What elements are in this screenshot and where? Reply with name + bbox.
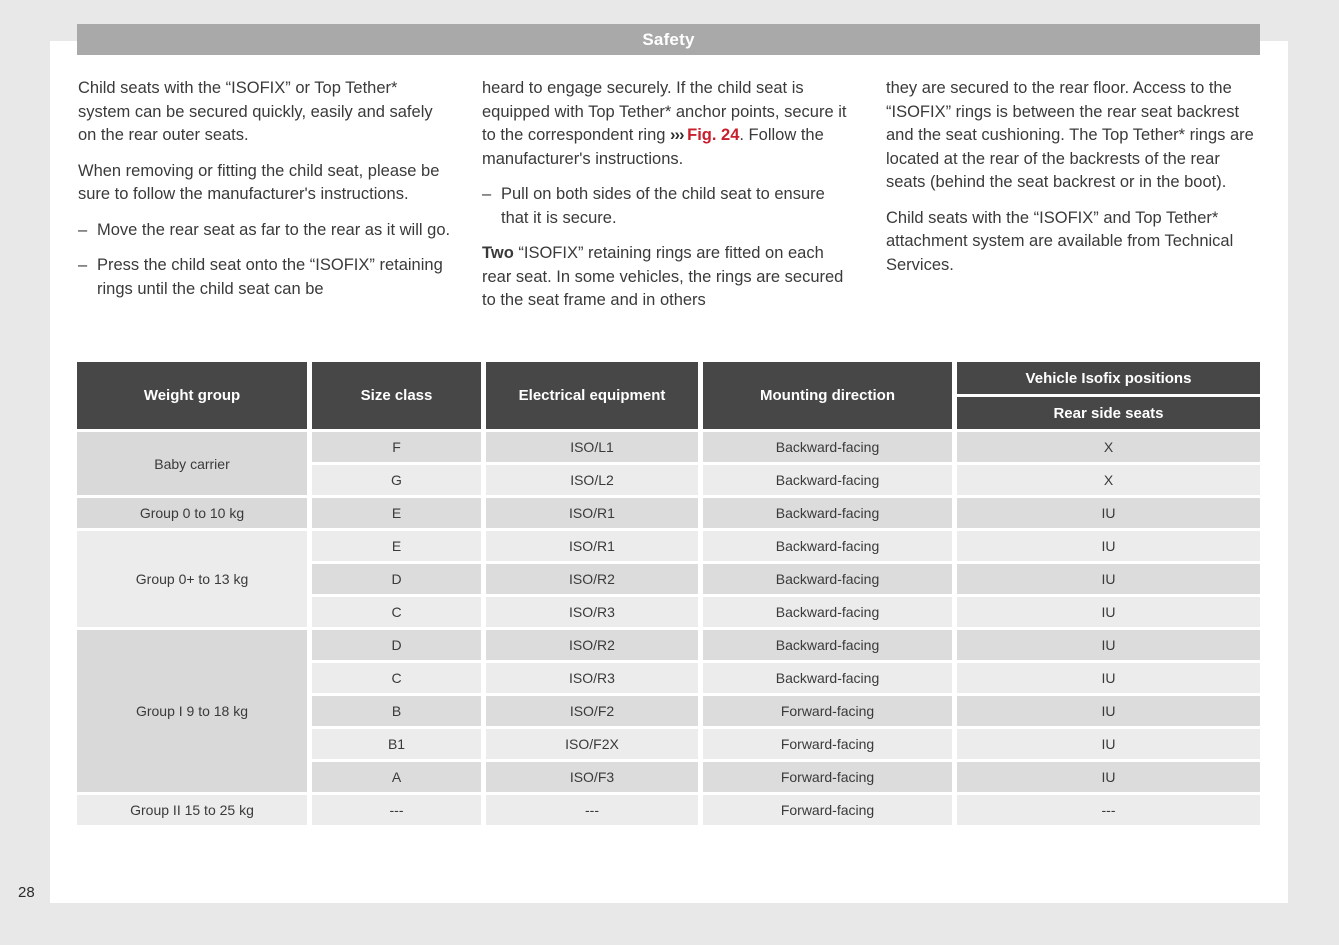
direction-cell: Backward-facing <box>703 498 957 531</box>
size-class-cell: C <box>312 597 486 630</box>
column-header-electrical-equipment: Electrical equipment <box>486 362 703 432</box>
paragraph-text: . Follow the manufacturer's instructions. <box>482 126 824 168</box>
size-class-cell: B1 <box>312 729 486 762</box>
table-row <box>77 795 1260 828</box>
paragraph: When removing or fitting the child seat, please be sure to follow the manufacturer's instructions. <box>78 161 440 203</box>
size-class-cell: --- <box>312 795 486 828</box>
direction-cell: Backward-facing <box>703 663 957 696</box>
paragraph: Child seats with the “ISOFIX” and Top Tether* attachment system are available from Technical Services. <box>886 208 1234 274</box>
equipment-cell: ISO/L1 <box>486 432 703 465</box>
direction-cell: Backward-facing <box>703 432 957 465</box>
equipment-cell: ISO/R2 <box>486 564 703 597</box>
instruction-text: Move the rear seat as far to the rear as it will go. <box>97 220 451 239</box>
position-cell: IU <box>957 762 1260 795</box>
equipment-cell: ISO/R2 <box>486 630 703 663</box>
direction-cell: Backward-facing <box>703 531 957 564</box>
table-row <box>77 432 1260 465</box>
position-cell: IU <box>957 630 1260 663</box>
paragraph-text: heard to engage securely. If the child seat is equipped with Top Tether* anchor points, secure it to the correspondent ring <box>482 79 847 144</box>
paragraph: they are secured to the rear floor. Access to the “ISOFIX” rings is between the rear seat backrest and the seat cushioning. The Top Tether* rings are located at the rear of the backrests of the rear seats (behind the seat backrest or in the boot). <box>886 79 1254 191</box>
dash-marker: – <box>78 256 88 274</box>
size-class-cell: E <box>312 531 486 564</box>
weight-group-cell: Group II 15 to 25 kg <box>77 795 312 828</box>
size-class-cell: G <box>312 465 486 498</box>
paragraph <box>482 77 856 171</box>
size-class-cell: D <box>312 564 486 597</box>
instruction-step <box>78 254 452 301</box>
column-header-mounting-direction: Mounting direction <box>703 362 957 432</box>
instruction-text: Pull on both sides of the child seat to ensure that it is secure. <box>501 185 825 227</box>
emphasis-text: Two <box>482 244 514 262</box>
paragraph <box>482 242 856 313</box>
instruction-text: Press the child seat onto the “ISOFIX” retaining rings until the child seat can be <box>97 256 443 298</box>
column-header-isofix-positions: Vehicle Isofix positions <box>957 362 1260 397</box>
direction-cell: Forward-facing <box>703 729 957 762</box>
equipment-cell: ISO/R1 <box>486 531 703 564</box>
equipment-cell: ISO/L2 <box>486 465 703 498</box>
equipment-cell: ISO/F2 <box>486 696 703 729</box>
paragraph-text: “ISOFIX” retaining rings are fitted on each rear seat. In some vehicles, the rings are secured to the seat frame and in others <box>482 244 844 309</box>
cross-reference-arrows: ››› <box>670 126 688 144</box>
table-row <box>77 630 1260 663</box>
equipment-cell: ISO/R1 <box>486 498 703 531</box>
size-class-cell: F <box>312 432 486 465</box>
size-class-cell: C <box>312 663 486 696</box>
weight-group-cell: Baby carrier <box>77 432 312 498</box>
weight-group-cell: Group 0 to 10 kg <box>77 498 312 531</box>
direction-cell: Backward-facing <box>703 597 957 630</box>
column-header-weight-group: Weight group <box>77 362 312 432</box>
position-cell: IU <box>957 498 1260 531</box>
figure-reference: Fig. 24 <box>687 126 740 144</box>
section-title: Safety <box>642 29 695 49</box>
instruction-step <box>78 219 452 243</box>
table-row <box>77 531 1260 564</box>
equipment-cell: ISO/F3 <box>486 762 703 795</box>
weight-group-cell: Group I 9 to 18 kg <box>77 630 312 795</box>
direction-cell: Backward-facing <box>703 564 957 597</box>
dash-marker: – <box>78 220 88 239</box>
equipment-cell: ISO/R3 <box>486 663 703 696</box>
direction-cell: Backward-facing <box>703 465 957 498</box>
column-header-rear-side-seats: Rear side seats <box>957 397 1260 432</box>
position-cell: IU <box>957 696 1260 729</box>
direction-cell: Backward-facing <box>703 630 957 663</box>
body-text-columns <box>78 77 1260 313</box>
page-number: 28 <box>18 884 35 901</box>
weight-group-cell: Group 0+ to 13 kg <box>77 531 312 630</box>
position-cell: IU <box>957 531 1260 564</box>
size-class-cell: D <box>312 630 486 663</box>
text-column-3 <box>886 77 1260 313</box>
text-column-2 <box>482 77 856 313</box>
direction-cell: Forward-facing <box>703 696 957 729</box>
text-column-1 <box>78 77 452 313</box>
isofix-positions-table <box>77 362 1260 828</box>
position-cell: IU <box>957 729 1260 762</box>
equipment-cell: ISO/F2X <box>486 729 703 762</box>
instruction-step <box>482 183 856 230</box>
size-class-cell: E <box>312 498 486 531</box>
position-cell: X <box>957 465 1260 498</box>
size-class-cell: B <box>312 696 486 729</box>
position-cell: IU <box>957 663 1260 696</box>
size-class-cell: A <box>312 762 486 795</box>
equipment-cell: --- <box>486 795 703 828</box>
position-cell: X <box>957 432 1260 465</box>
dash-marker: – <box>482 185 492 203</box>
direction-cell: Forward-facing <box>703 762 957 795</box>
paragraph: Child seats with the “ISOFIX” or Top Tether* system can be secured quickly, easily and safely on the rear outer seats. <box>78 79 433 144</box>
column-header-size-class: Size class <box>312 362 486 432</box>
direction-cell: Forward-facing <box>703 795 957 828</box>
position-cell: IU <box>957 564 1260 597</box>
section-header-bar <box>77 24 1260 55</box>
position-cell: --- <box>957 795 1260 828</box>
table-row <box>77 498 1260 531</box>
equipment-cell: ISO/R3 <box>486 597 703 630</box>
position-cell: IU <box>957 597 1260 630</box>
